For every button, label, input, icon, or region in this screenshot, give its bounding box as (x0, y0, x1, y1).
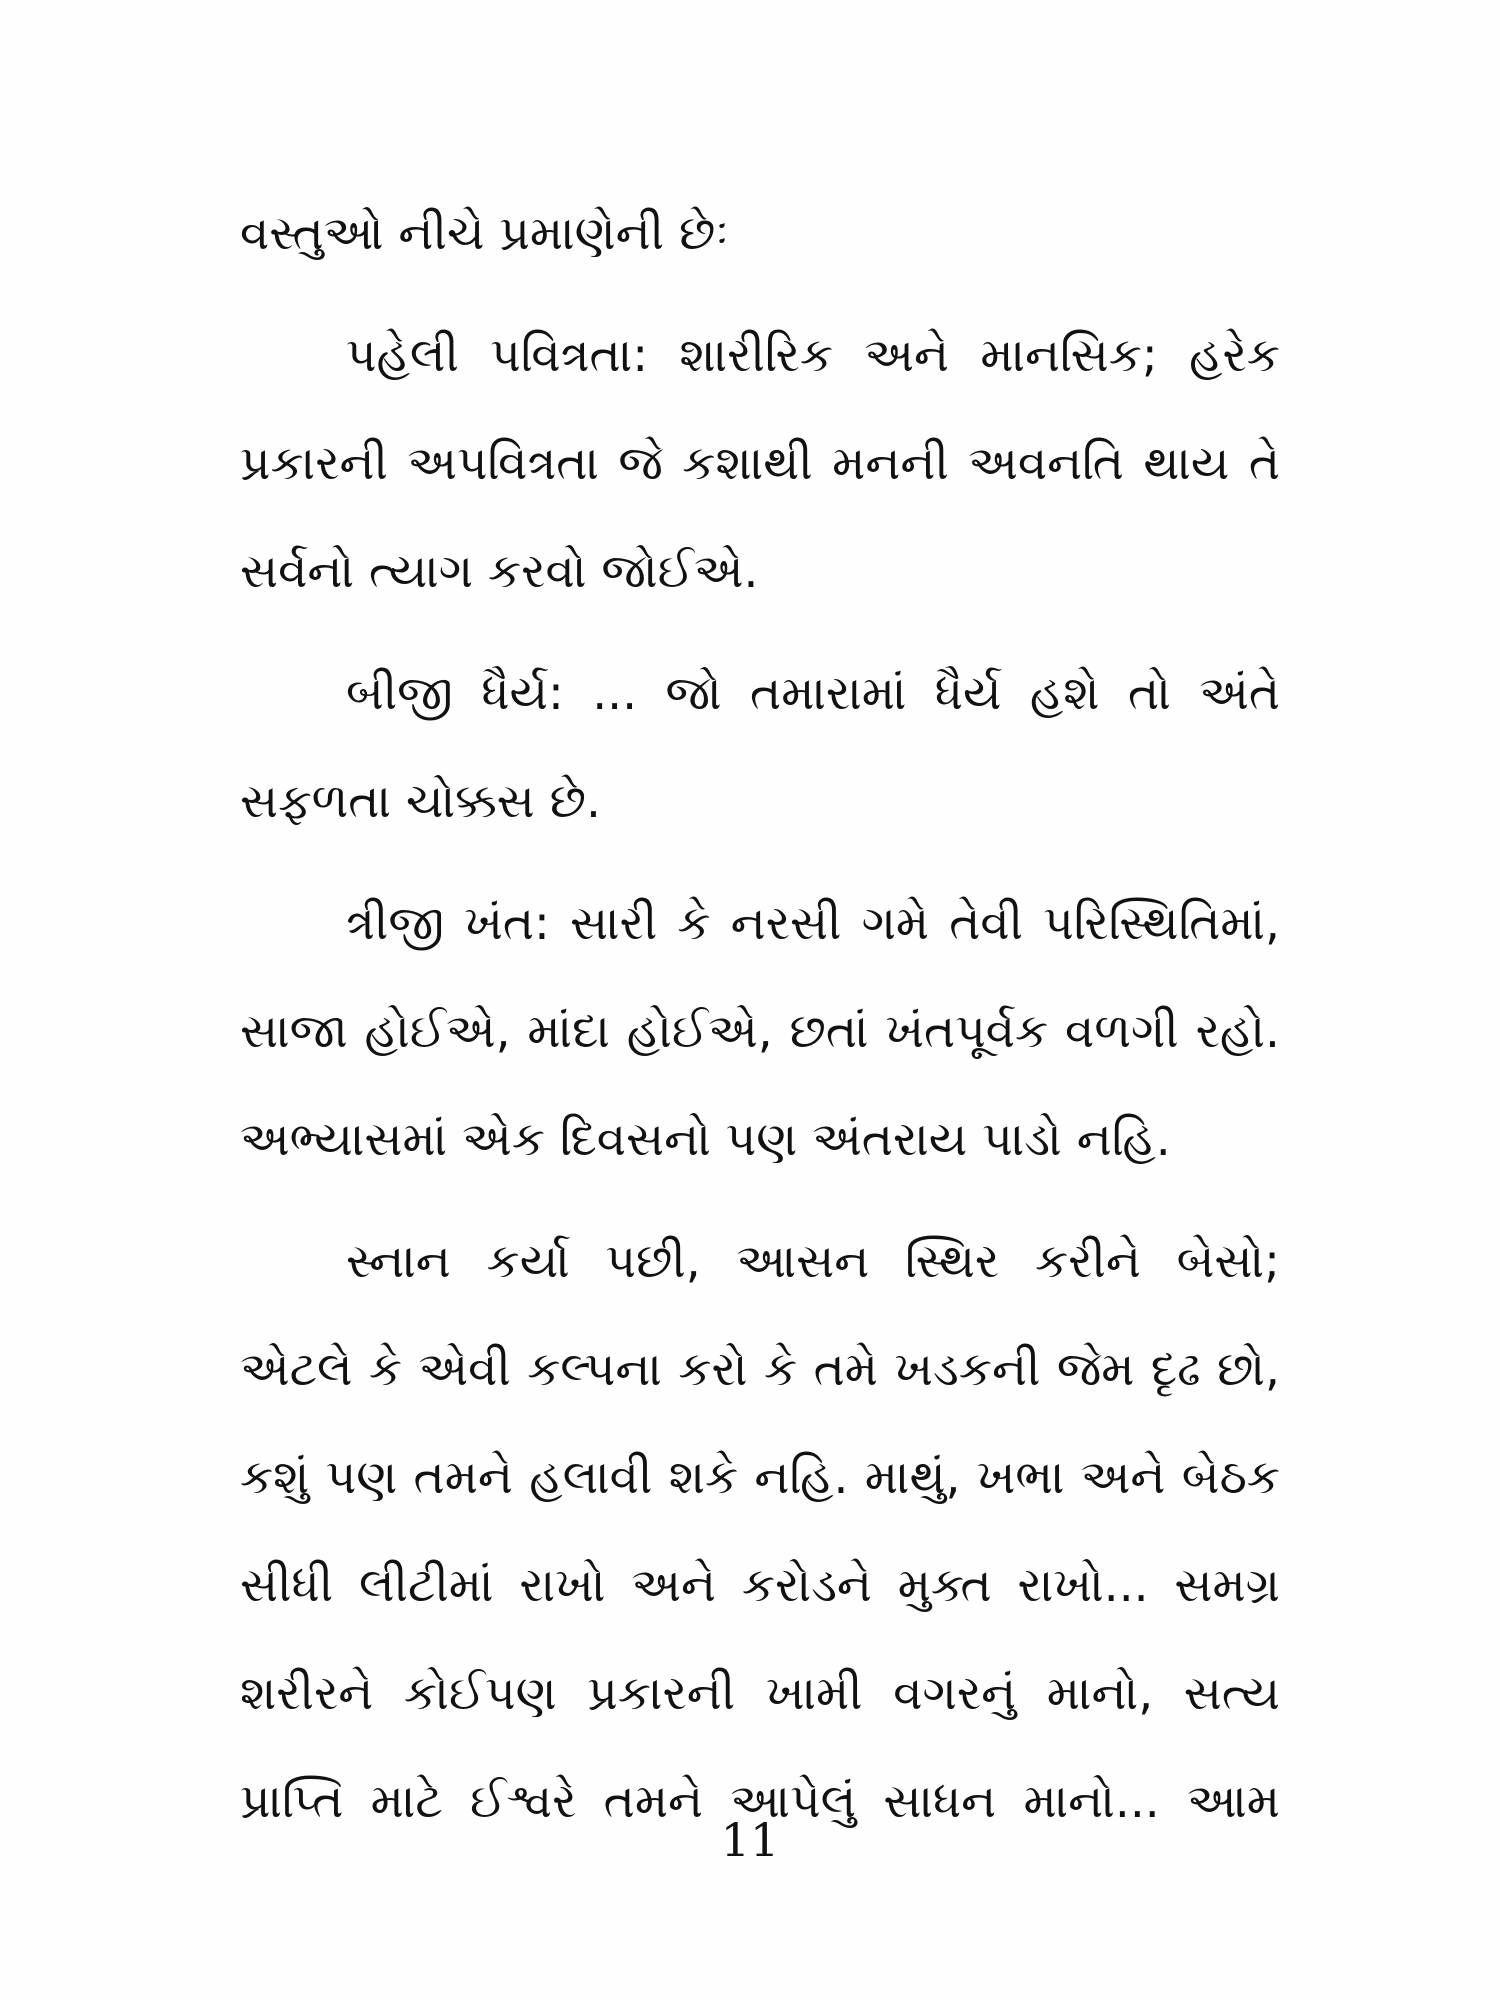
text-line: અભ્યાસમાં એક દિવસનો પણ અંતરાય પાડો નહિ. (240, 1112, 1171, 1167)
text-line: કશું પણ તમને હલાવી શકે નહિ. માથું, ખભા અને બેઠક (240, 1450, 1280, 1505)
paragraph-purity (240, 302, 1280, 626)
text-line: વસ્તુઓ નીચે પ્રમાણેની છેઃ (240, 206, 729, 261)
text-line: પ્રકારની અપવિત્રતા જે કશાથી મનની અવનતિ થાય તે (240, 436, 1280, 491)
paragraph-perseverance (240, 870, 1280, 1194)
text-line: બીજી ધૈર્ય: ... જો તમારામાં ધૈર્ય હશે તો અંતે (346, 666, 1280, 721)
text-line: સફળતા ચોક્કસ છે. (240, 774, 601, 829)
text-line: શરીરને કોઈપણ પ્રકારની ખામી વગરનું માનો, સત્ય (240, 1666, 1280, 1721)
body-text (240, 180, 1280, 1864)
text-line: સાજા હોઈએ, માંદા હોઈએ, છતાં ખંતપૂર્વક વળગી રહો. (240, 1004, 1280, 1059)
text-line: સર્વનો ત્યાગ કરવો જોઈએ. (240, 544, 759, 599)
text-line: ત્રીજી ખંત: સારી કે નરસી ગમે તેવી પરિસ્થિતિમાં, (346, 896, 1280, 951)
text-line: પ્રાપ્તિ માટે ઈશ્વરે તમને આપેલું સાધન માનો... આમ (240, 1774, 1280, 1829)
paragraph-posture (240, 1208, 1280, 1856)
text-line: સીધી લીટીમાં રાખો અને કરોડને મુક્ત રાખો... સમગ્ર (240, 1558, 1280, 1613)
text-line: પહેલી પવિત્રતા: શારીરિક અને માનસિક; હરેક (346, 328, 1280, 383)
paragraph-intro (240, 180, 1280, 288)
text-line: સ્નાન કર્યા પછી, આસન સ્થિર કરીને બેસો; (346, 1234, 1280, 1289)
page-number: 11 (720, 1813, 780, 1867)
paragraph-patience (240, 640, 1280, 856)
text-line: એટલે કે એવી કલ્પના કરો કે તમે ખડકની જેમ દૃઢ છો, (240, 1342, 1280, 1397)
